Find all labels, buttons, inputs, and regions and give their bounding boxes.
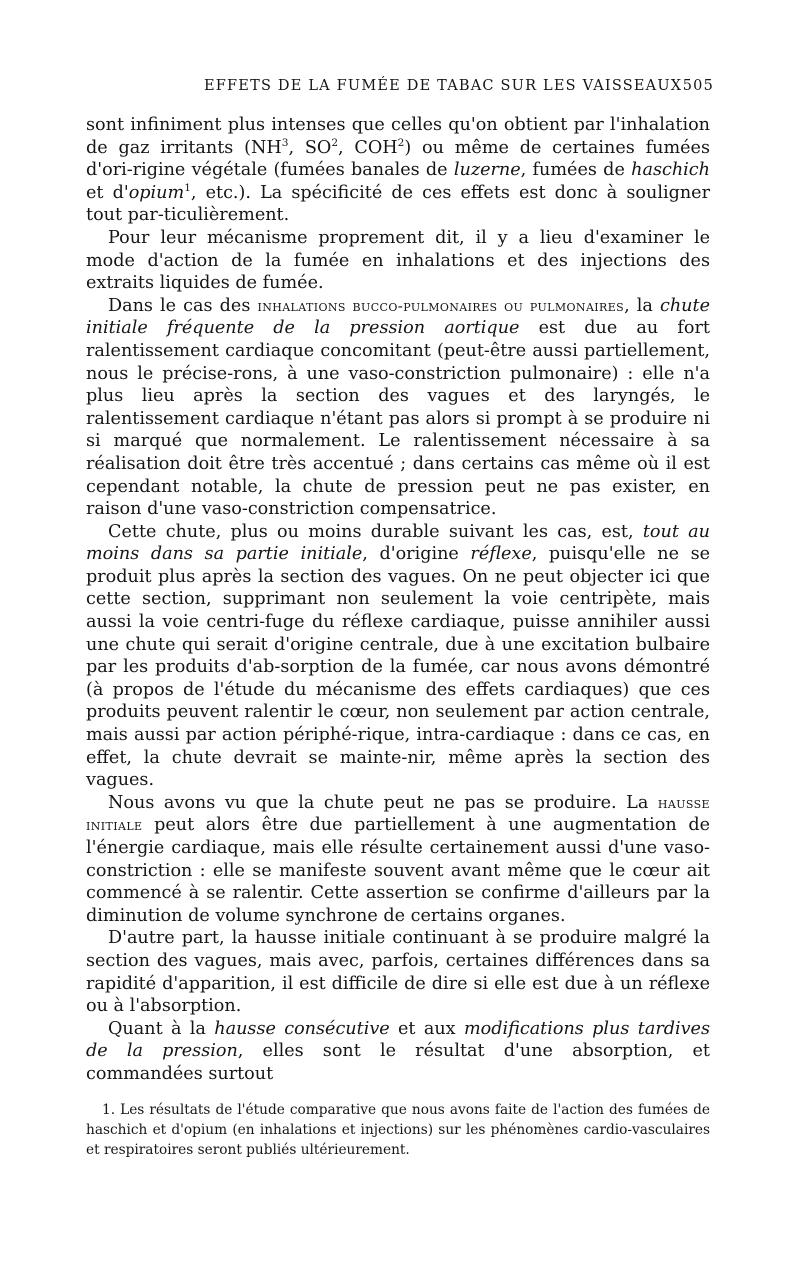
italic-term: hausse consécutive	[214, 1018, 390, 1039]
footnote-text: 1. Les résultats de l'étude comparative que nous avons faite de l'action des fumées de haschich et d'opium (en inhalations et injections) sur les phénomènes cardio-vasculaires et respiratoires seront publiés ultérieurement.	[86, 1102, 710, 1158]
text-run: et aux	[389, 1018, 464, 1039]
italic-term: modifications plus tardives de la pression	[86, 1018, 710, 1062]
text-run: peut alors être due partiellement à une augmentation de l'énergie cardiaque, mais elle résulte certainement aussi d'une vaso-constriction : elle se manifeste souvent avant même que le cœur ait commencé à se ralentir. Cette assertion se confirme d'ailleurs par la diminution de volume synchrone de certains organes.	[86, 815, 710, 926]
text-run: ) ou même de certaines fumées d'ori-rigine végétale (fumées banales de	[86, 137, 710, 181]
text-run: , fumées de	[520, 160, 632, 181]
text-run: Quant à la	[108, 1018, 215, 1039]
smallcaps-term: hausse initiale	[86, 793, 710, 835]
italic-term: réflexe	[470, 544, 532, 565]
paragraph-7	[86, 1018, 710, 1086]
text-run: , COH	[338, 137, 398, 158]
paragraph-6: D'autre part, la hausse initiale continuant à se produire malgré la section des vagues, mais avec, parfois, certaines différences dans sa rapidité d'apparition, il est difficile de dire si elle est due à un réflexe ou à l'absorption.	[86, 928, 710, 1017]
text-run: est due au fort ralentissement cardiaque concomitant (peut-être aussi partiellement, nous le précise-rons, à une vaso-constriction pulmonaire) : elle n'a plus lieu après la section des vagues et des laryngés, le ralentissement cardiaque n'étant pas alors si prompt à se produire ni si marqué que normalement. Le ralentissement nécessaire à sa réalisation doit être très accentué ; dans certains cas même où il est cependant notable, la chute de pression peut ne pas exister, en raison d'une vaso-constriction compensatrice.	[86, 318, 710, 520]
text-run: , etc.). La spécificité de ces effets est donc à souligner tout par-ticulièrement.	[86, 182, 710, 226]
body-text	[86, 114, 710, 1086]
footnote	[86, 1100, 710, 1160]
text-run: Nous avons vu que la chute peut ne pas se produire. La	[108, 792, 658, 813]
paragraph-4	[86, 521, 710, 792]
text-run: et d'	[86, 182, 129, 203]
italic-term: haschich	[631, 160, 710, 181]
superscript: 3	[281, 136, 289, 149]
text-run: , d'origine	[362, 544, 471, 565]
paragraph-5	[86, 792, 710, 928]
running-head	[86, 78, 714, 100]
italic-term: chute initiale fréquente de la pression aortique	[86, 295, 710, 339]
text-run: , la	[624, 295, 660, 316]
text-run: Cette chute, plus ou moins durable suivant les cas, est,	[108, 521, 643, 542]
superscript: 2	[397, 136, 405, 149]
text-run: , SO	[288, 137, 332, 158]
italic-term: luzerne	[453, 160, 521, 181]
smallcaps-term: inhalations bucco-pulmonaires ou pulmonaires	[257, 296, 625, 315]
italic-term: tout au moins dans sa partie initiale	[86, 521, 710, 565]
footnote-ref: 1	[184, 181, 191, 194]
superscript: 2	[331, 136, 339, 149]
paragraph-1	[86, 114, 710, 227]
running-title: EFFETS DE LA FUMÉE DE TABAC SUR LES VAISSEAUX	[204, 78, 683, 94]
page-number: 505	[682, 78, 714, 94]
paragraph-3	[86, 295, 710, 521]
text-run: sont infiniment plus intenses que celles qu'on obtient par l'inhalation de gaz irritants (NH	[86, 115, 710, 158]
text-run: , puisqu'elle ne se produit plus après la section des vagues. On ne peut objecter ici que cette section, supprimant non seulement la voie centripète, mais aussi la voie centri-fuge du réflexe cardiaque, puisse annihiler aussi une chute qui serait d'origine centrale, due à une excitation bulbaire par les produits d'ab-sorption de la fumée, car nous avons démontré (à propos de l'étude du mécanisme des effets cardiaques) que ces produits peuvent ralentir le cœur, non seulement par action centrale, mais aussi par action périphé-rique, intra-cardiaque : dans ce cas, en effet, la chute devrait se mainte-nir, même après la section des vagues.	[86, 544, 711, 791]
italic-term: opium	[128, 182, 185, 203]
text-run: Dans le cas des	[108, 295, 258, 316]
paragraph-2: Pour leur mécanisme proprement dit, il y a lieu d'examiner le mode d'action de la fumée en inhalations et des injections des extraits liquides de fumée.	[86, 227, 710, 294]
text-run: , elles sont le résultat d'une absorption, et commandées surtout	[86, 1041, 710, 1084]
